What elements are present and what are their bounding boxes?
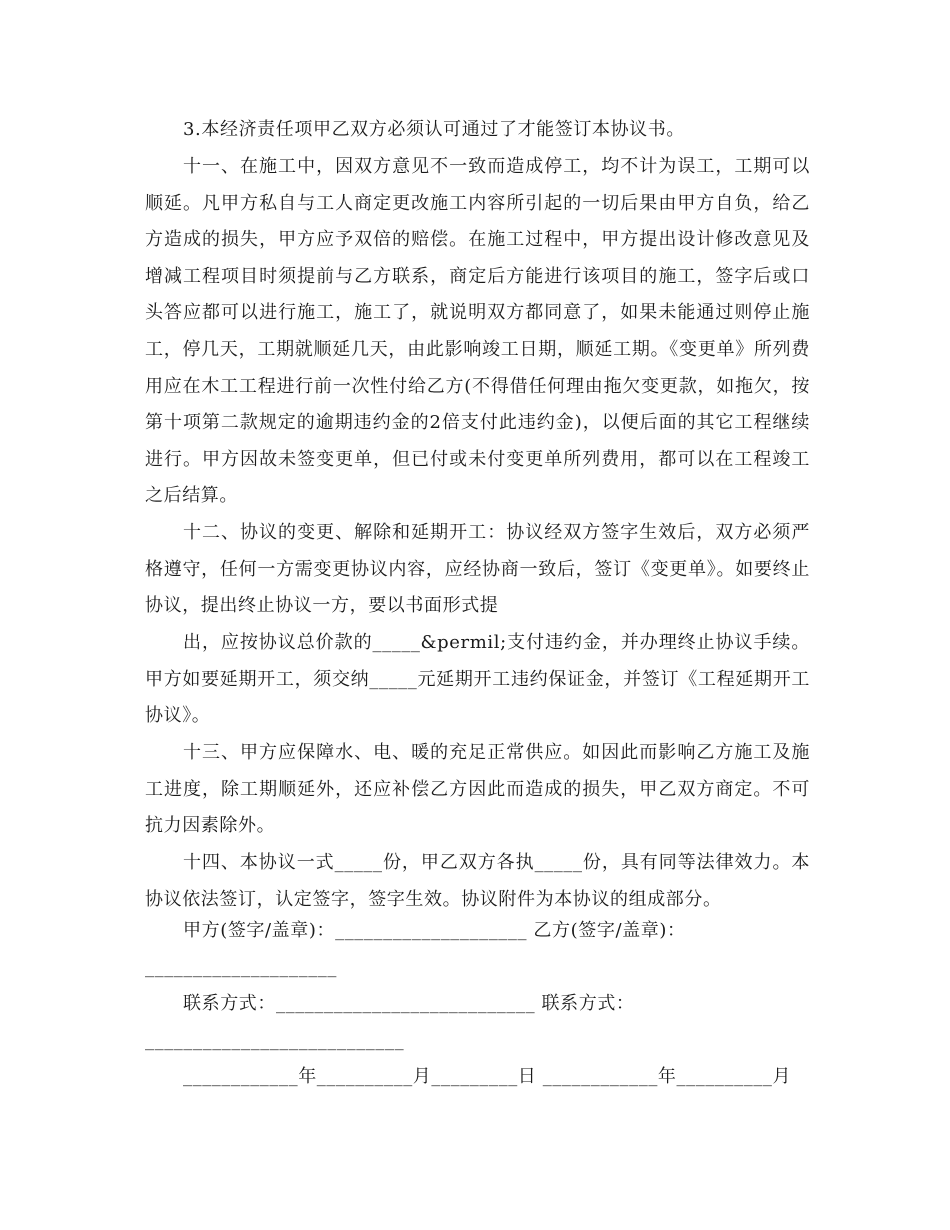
paragraph-12-continued: 出，应按协议总价款的_____&permil;支付违约金，并办理终止协议手续。甲方如要延期开工，须交纳_____元延期开工违约保证金，并签订《工程延期开工协议》。	[145, 632, 810, 727]
contact-line-continued: ___________________________	[145, 1030, 405, 1051]
date-line: ____________年__________月_________日 ____________年__________月	[183, 1066, 792, 1087]
signature-party-line: 甲方(签字/盖章)：____________________ 乙方(签字/盖章)：	[183, 920, 686, 941]
paragraph-12: 十二、协议的变更、解除和延期开工：协议经双方签字生效后，双方必须严格遵守，任何一方需变更协议内容，应经协商一致后，签订《变更单》。如要终止协议，提出终止协议一方，要以书面形式提	[145, 522, 810, 617]
signature-party-line-continued: ____________________	[145, 957, 337, 978]
paragraph-14: 十四、本协议一式_____份，甲乙双方各执_____份，具有同等法律效力。本协议依法签订，认定签字，签字生效。协议附件为本协议的组成部分。	[145, 852, 810, 910]
paragraph-13: 十三、甲方应保障水、电、暖的充足正常供应。如因此而影响乙方施工及施工进度，除工期顺延外，还应补偿乙方因此而造成的损失，甲乙双方商定。不可抗力因素除外。	[145, 742, 810, 837]
paragraph-11: 十一、在施工中，因双方意见不一致而造成停工，均不计为误工，工期可以顺延。凡甲方私自与工人商定更改施工内容所引起的一切后果由甲方自负，给乙方造成的损失，甲方应予双倍的赔偿。在施工过程中，甲方提出设计修改意见及增减工程项目时须提前与乙方联系，商定后方能进行该项目的施工，签字后或口头答应都可以进行施工，施工了，就说明双方都同意了，如果未能通过则停止施工，停几天，工期就顺延几天，由此影响竣工日期，顺延工期。《变更单》所列费用应在木工工程进行前一次性付给乙方(不得借任何理由拖欠变更款，如拖欠，按第十项第二款规定的逾期违约金的2倍支付此违约金)，以便后面的其它工程继续进行。甲方因故未签变更单，但已付或未付变更单所列费用，都可以在工程竣工之后结算。	[145, 156, 810, 507]
contact-line: 联系方式：___________________________ 联系方式：	[183, 993, 635, 1014]
paragraph-3: 3.本经济责任项甲乙双方必须认可通过了才能签订本协议书。	[183, 119, 685, 140]
